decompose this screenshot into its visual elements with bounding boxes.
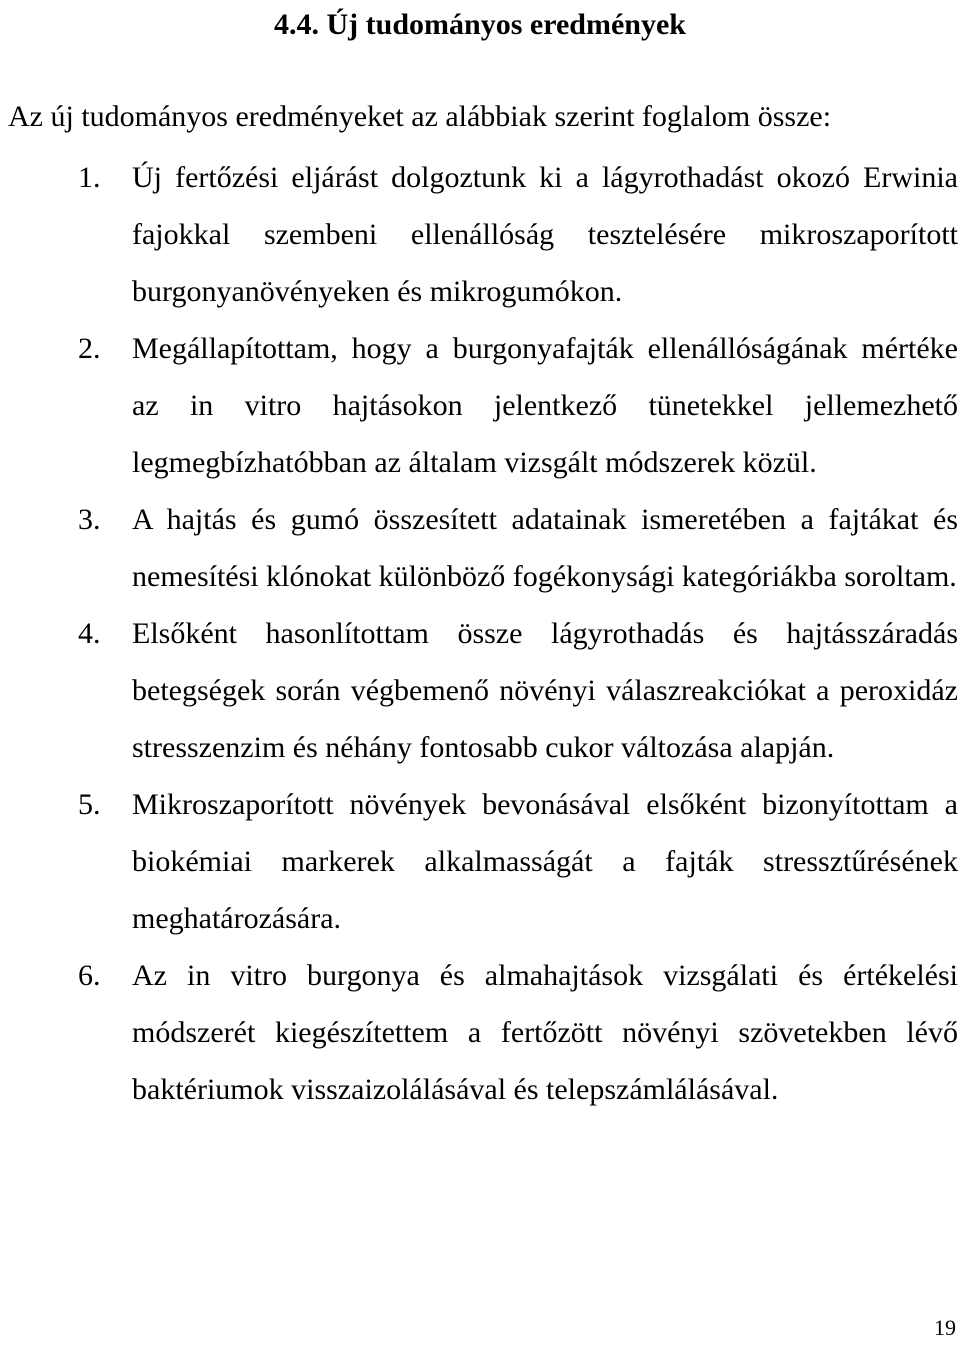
results-list: [0, 149, 958, 1118]
list-item-number: 1.: [78, 161, 101, 194]
list-item: [0, 776, 958, 947]
list-item-text: Megállapítottam, hogy a burgonyafajták ellenállóságának mértéke az in vitro hajtásokon jelentkező tünetekkel jellemezhető legmegbízhatóbban az általam vizsgált módszerek közül.: [132, 332, 958, 479]
list-item-text: Új fertőzési eljárást dolgoztunk ki a lágyrothadást okozó Erwinia fajokkal szembeni ellenállóság tesztelésére mikroszaporított burgonyanövényeken és mikrogumókon.: [132, 161, 958, 308]
list-item-text: Mikroszaporított növények bevonásával elsőként bizonyítottam a biokémiai markerek alkalmasságát a fajták stressztűrésének meghatározására.: [132, 788, 958, 935]
section-heading: 4.4. Új tudományos eredmények: [274, 8, 686, 41]
list-item-text: Az in vitro burgonya és almahajtások vizsgálati és értékelési módszerét kiegészítettem a fertőzött növényi szövetekben lévő baktériumok visszaizolálásával és telepszámlálásával.: [132, 959, 958, 1106]
list-item-number: 5.: [78, 788, 101, 821]
list-item: [0, 605, 958, 776]
list-item-number: 4.: [78, 617, 101, 650]
page-number: 19: [934, 1315, 956, 1340]
list-item: [0, 320, 958, 491]
intro-paragraph: Az új tudományos eredményeket az alábbiak szerint foglalom össze:: [8, 100, 832, 133]
list-item-number: 2.: [78, 332, 101, 365]
list-item: [0, 947, 958, 1118]
list-item: [0, 491, 958, 605]
list-item-number: 6.: [78, 959, 101, 992]
list-item-number: 3.: [78, 503, 101, 536]
list-item-text: Elsőként hasonlítottam össze lágyrothadás és hajtásszáradás betegségek során végbemenő növényi válaszreakciókat a peroxidáz stresszenzim és néhány fontosabb cukor változása alapján.: [132, 617, 958, 764]
list-item-text: A hajtás és gumó összesített adatainak ismeretében a fajtákat és nemesítési klónokat különböző fogékonysági kategóriákba soroltam.: [132, 503, 958, 593]
list-item: [0, 149, 958, 320]
